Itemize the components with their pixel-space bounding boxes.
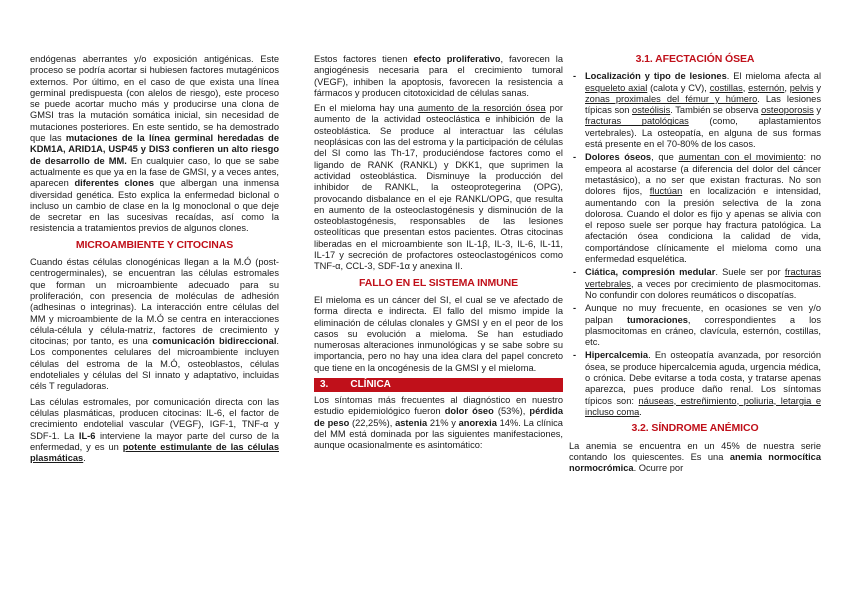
text-run: , que <box>651 152 679 163</box>
emphasis-run: anemia normocítica normocrómica <box>569 451 821 474</box>
text-run: y <box>813 105 822 116</box>
emphasis-run: IL-6 <box>78 430 96 441</box>
text-run: (como, aplastamientos vertebrales). La osteopatía, en alguna de sus formas está presente en el 70-80% de los casos. <box>585 116 821 150</box>
text-run: . El mieloma afecta al <box>726 71 822 82</box>
emphasis-run: dolor óseo <box>444 406 494 417</box>
text-run: (calota y CV), <box>647 82 710 93</box>
text-run: . <box>639 406 642 417</box>
column-2 <box>314 54 563 456</box>
section-heading-microambiente: MICROAMBIENTE Y CITOCINAS <box>75 238 234 251</box>
list-item <box>569 267 821 301</box>
text-run: Cuando éstas células clonogénicas llegan a la M.Ó (post-centrogerminales), se encuentran las células estromales que forman un microambiente adecuado para su proliferación, con presencia de moléculas de adhesión (adhesinas o integrinas). La interacción entre células del MM y microambiente de la M.Ó se centra en interacciones célula-célula y célula-matriz, factores de crecimiento y citocinas; por tanto, es una <box>30 257 279 347</box>
text-run: que albergan una inmensa diversidad genética. Esto explica la enfermedad biclonal o incluso un cambio de clase en la Ig monoclonal o que deje de secretar en las sucesivas recaídas, así como la resistencia a tratamientos previos de algunos clones. <box>30 178 280 234</box>
text-run: El mieloma es un cáncer del SI, el cual se ve afectado de forma directa e indirecta. El fallo del mismo impide la eliminación de células clonales y GMSI y en el peor de los casos su evolución a mieloma. Se han estudiado numerosas alteraciones inmunológicas y se sabe sobre su importancia, pero no hay una idea clara del papel concreto que tiene en la oncogénesis de la GMSI y el mieloma. <box>314 294 563 373</box>
emphasis-run: esqueleto axial <box>585 82 648 93</box>
emphasis-run: aumento de la resorción ósea <box>417 103 546 114</box>
text-run: En el mieloma hay una <box>314 103 418 114</box>
text-run: La anemia se encuentra en un 45% de nuestra serie contando los quiescentes. Es una <box>569 440 821 462</box>
text-run: . También se observa <box>670 105 762 116</box>
section-bar-clinica <box>314 378 563 392</box>
emphasis-run: efecto proliferativo <box>413 54 501 64</box>
text-run: 21% y <box>427 417 459 428</box>
emphasis-run: fracturas vertebrales <box>585 267 821 289</box>
emphasis-run: esternón <box>748 82 785 93</box>
text-run: , favorecen la angiogénesis necesaria para el crecimiento tumoral (VEGF), inhiben la apoptosis, favorecen la resistencia a fármacos y producen citotoxicidad de células sanas. <box>314 54 563 98</box>
subsection-heading-afectacion-osea: 3.1. AFECTACIÓN ÓSEA <box>635 53 755 65</box>
text-run: . Ocurre por <box>633 463 684 474</box>
paragraph <box>569 441 821 475</box>
text-run: 14%. La clínica del MM está dominada por las siguientes manifestaciones, aunque ocasionalmente es asintomático: <box>314 417 563 451</box>
text-run: En cualquier caso, lo que se sabe actualmente es que ya en la fase de GMSI, y a veces antes, aparecen <box>30 155 279 189</box>
emphasis-run: pérdida de peso <box>314 406 563 428</box>
emphasis-run: osteólisis <box>632 105 671 116</box>
text-run: . Suele ser por <box>715 267 785 278</box>
emphasis-run: pelvis <box>789 82 814 93</box>
emphasis-run: Hipercalcemia <box>585 350 649 361</box>
paragraph <box>30 54 279 235</box>
paragraph <box>314 103 563 272</box>
emphasis-run: potente estimulante de las células plasmáticas <box>30 441 279 464</box>
paragraph <box>314 295 563 374</box>
paragraph <box>30 257 279 393</box>
emphasis-run: astenia <box>395 417 428 428</box>
emphasis-run: comunicación bidireccional <box>152 336 277 347</box>
text-run: : no empeora al acostarse (a diferencia del dolor del cáncer metastásico), a no ser que existan fracturas. No son dolores fijos, <box>585 152 821 197</box>
emphasis-run: osteoporosis <box>761 105 814 116</box>
emphasis-run: aumentan con el movimiento <box>678 152 804 163</box>
emphasis-run: Localización y tipo de lesiones <box>585 71 727 82</box>
list-item <box>569 71 821 150</box>
text-run: , a veces por crecimiento de plasmocitomas. No confundir con dolores reumáticos o discopatías. <box>585 278 821 300</box>
paragraph <box>314 395 563 451</box>
section-heading-fallo-sistema-inmune: FALLO EN EL SISTEMA INMUNE <box>359 276 518 289</box>
bullet-list <box>569 71 821 418</box>
text-run: (53%), <box>493 406 530 417</box>
text-run: en localización e intensidad, aumentando con la presión selectiva de la zona dolorosa. Cuando el dolor es fijo y apenas se alivia con el reposo suele ser porque hay fractura patológica. La afectación ósea condiciona la calidad de vida, comportándose clínicamente el mieloma como una enfermedad esquelética. <box>585 186 821 265</box>
text-run: . Los componentes celulares del microambiente incluyen células del estroma de la M.Ó, osteoblastos, células endoteliales y células del SI innato y adaptativo, incluidas céls T reguladoras. <box>30 336 279 392</box>
text-run: por aumento de la actividad osteoclástica e inhibición de la osteoblástica. Se produce al interactuar las células neoplásicas con las del estroma y la participación de células del SI como las Th-17, produciéndose factores como el ligando de RANK (RANKL) y DKK1, que suprimen la actividad osteoblástica. Disminuye la producción del inhibidor de RANKL, la osteoprotegerina (OPG), provocando disbalance en el eje RANKL/OPG, que resulta en aumento de la osteoclastogénesis y disminución de la osteoblastogénesis, responsables de las lesiones osteolíticas que presentan estos pacientes. Otras citocinas liberadas en el microambiente son IL-1β, IL-3, IL-6, IL-11, IL-17 y secreción de profactores osteoclastogénicos como TNF-α, CCL-3, SDF-1α y anexina II. <box>314 103 563 272</box>
emphasis-run: fracturas patológicas <box>585 116 689 127</box>
list-item <box>569 350 821 418</box>
text-run: interviene la mayor parte del curso de la enfermedad, y es un <box>30 430 280 452</box>
emphasis-run: fluctúan <box>649 186 683 197</box>
text-run: Las células estromales, por comunicación directa con las células plasmáticas, producen citocinas: IL-6, el factor de crecimiento endotelial vascular (VEGF), IGF-1, TNF-α y SDF-1. La <box>30 396 279 441</box>
paragraph <box>314 54 563 99</box>
paragraph <box>30 397 279 465</box>
emphasis-run: náuseas, estreñimiento, poliuria, letargia e incluso coma <box>585 395 821 417</box>
emphasis-run: Dolores óseos <box>585 152 652 163</box>
emphasis-run: Ciática, compresión medular <box>585 267 716 278</box>
text-run: endógenas aberrantes y/o exposición antigénicas. Este proceso se podría acortar si hubiesen factores mutagénicos externos. Por último, en el caso de que exista una línea germinal predispuesta (con alelos de riesgo), este proceso se puede acortar mucho más y producirse una clona de GMSI tras la mutación somática inicial, sin necesidad de mutaciones posteriores. En este sentido, se ha demostrado que las <box>30 54 279 144</box>
section-number: 3. <box>320 379 329 391</box>
list-item <box>569 303 821 348</box>
emphasis-run: zonas proximales del fémur y húmero <box>585 93 758 104</box>
section-title: CLÍNICA <box>350 379 391 391</box>
emphasis-run: anorexia <box>458 417 497 428</box>
text-run: . En osteopatía avanzada, por resorción ósea, se produce hipercalcemia aguda, urgencia médica, o crónica. Debe evitarse a toda costa, y tratarse apenas aparezca, pues produce daño renal. Los síntomas típicos son: <box>585 350 821 406</box>
text-run: (22,25%), <box>349 417 396 428</box>
text-run: . Las lesiones típicas son <box>585 93 821 116</box>
text-run: . <box>83 453 86 464</box>
emphasis-run: diferentes clones <box>74 178 154 189</box>
text-run: Los síntomas más frecuentes al diagnóstico en nuestro estudio epidemiológico fueron <box>314 395 563 417</box>
column-3 <box>569 54 821 478</box>
emphasis-run: costillas <box>709 82 743 93</box>
text-run: , correspondientes a los plasmocitomas en cráneo, clavícula, esternón, costillas, etc. <box>585 314 821 348</box>
text-run: , <box>742 82 749 93</box>
text-run: y <box>813 82 822 93</box>
list-item <box>569 152 821 265</box>
emphasis-run: mutaciones de la línea germinal heredadas de KDM1A, ARID1A, USP45 y DIS3 confieren un alto riesgo de desarrollo de MM. <box>30 133 279 166</box>
column-1 <box>30 54 279 468</box>
emphasis-run: tumoraciones <box>626 314 688 325</box>
text-run: Estos factores tienen <box>314 54 414 64</box>
text-run: Aunque no muy frecuente, en ocasiones se ven y/o palpan <box>585 303 821 325</box>
text-run: , <box>784 82 790 93</box>
subsection-heading-sindrome-anemico: 3.2. SÍNDROME ANÉMICO <box>631 422 759 435</box>
